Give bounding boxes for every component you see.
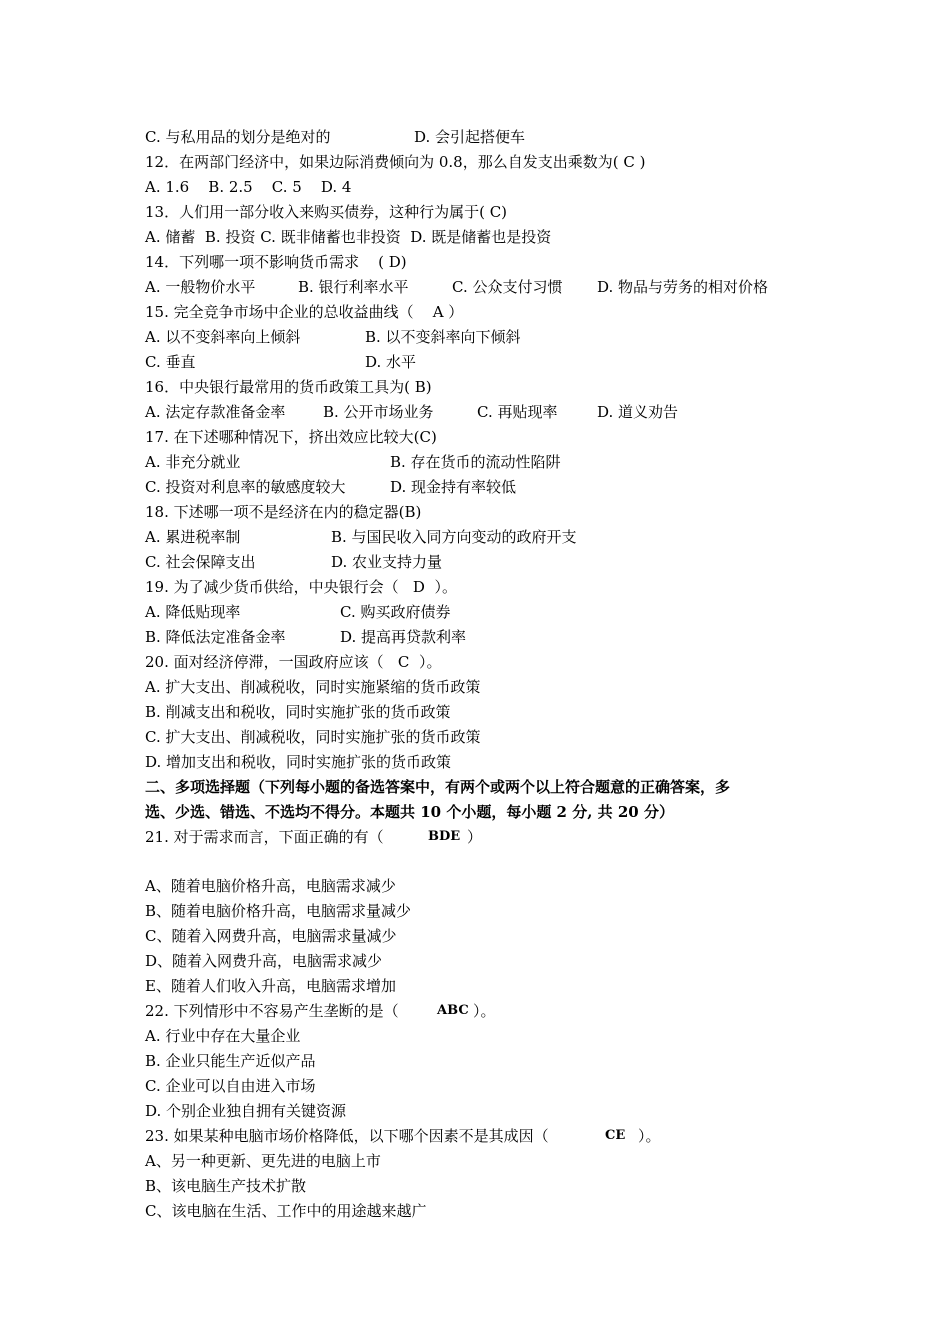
question-12: 12．在两部门经济中，如果边际消费倾向为 0.8，那么自发支出乘数为( C ) <box>145 153 646 171</box>
question-13: 13．人们用一部分收入来购买债券，这种行为属于( C) <box>145 203 508 221</box>
q18-options-ab <box>145 525 577 549</box>
option-b: B. 以不变斜率向下倾斜 <box>365 328 521 346</box>
question-19: 19. 为了减少货币供给，中央银行会（ D ）。 <box>145 578 457 596</box>
q21-option-d: D、随着入网费升高，电脑需求减少 <box>145 952 383 970</box>
q20-option-b: B. 削减支出和税收，同时实施扩张的货币政策 <box>145 703 451 721</box>
question-16: 16．中央银行最常用的货币政策工具为( B) <box>145 378 432 396</box>
answer: ABC <box>437 1003 469 1018</box>
question-text: 21. 对于需求而言，下面正确的有（ <box>145 828 384 846</box>
option-d: D. 提高再贷款利率 <box>340 628 467 646</box>
question-15: 15. 完全竞争市场中企业的总收益曲线（ A ） <box>145 303 464 321</box>
q18-options-cd <box>145 550 443 574</box>
q23-option-a: A、另一种更新、更先进的电脑上市 <box>145 1152 381 1170</box>
option-b: B. 降低法定准备金率 <box>145 628 286 646</box>
q22-option-b: B. 企业只能生产近似产品 <box>145 1052 316 1070</box>
option-d: D. 农业支持力量 <box>331 553 443 571</box>
question-21 <box>145 825 483 849</box>
section-2-heading-cont: 选、少选、错选、不选均不得分。本题共 10 个小题，每小题 2 分, 共 20 分） <box>145 803 674 821</box>
closing-paren: ） <box>467 828 483 846</box>
question-20: 20. 面对经济停滞，一国政府应该（ C ）。 <box>145 653 442 671</box>
q21-option-a: A、随着电脑价格升高，电脑需求减少 <box>145 877 396 895</box>
q19-options-bd <box>145 625 467 649</box>
q20-option-a: A. 扩大支出、削减税收，同时实施紧缩的货币政策 <box>145 678 481 696</box>
option-a: A. 法定存款准备金率 <box>145 403 286 421</box>
option-b: B. 存在货币的流动性陷阱 <box>390 453 561 471</box>
option-c: C. 与私用品的划分是绝对的 <box>145 128 331 146</box>
option-a: A. 降低贴现率 <box>145 603 241 621</box>
option-d: D. 水平 <box>365 353 417 371</box>
question-text: 22. 下列情形中不容易产生垄断的是（ <box>145 1002 399 1020</box>
section-2-heading: 二、多项选择题（下列每小题的备选答案中，有两个或两个以上符合题意的正确答案，多 <box>145 778 731 796</box>
option-b: B. 与国民收入同方向变动的政府开支 <box>331 528 577 546</box>
q17-options-cd <box>145 475 517 499</box>
option-d: D. 现金持有率较低 <box>390 478 517 496</box>
answer: BDE <box>428 829 461 844</box>
closing-paren: ）。 <box>473 1002 496 1020</box>
option-b: B. 银行利率水平 <box>298 278 409 296</box>
q22-option-c: C. 企业可以自由进入市场 <box>145 1077 316 1095</box>
option-a: A. 一般物价水平 <box>145 278 256 296</box>
q21-option-b: B、随着电脑价格升高，电脑需求量减少 <box>145 902 412 920</box>
option-c: C. 投资对利息率的敏感度较大 <box>145 478 346 496</box>
q12-options: A. 1.6 B. 2.5 C. 5 D. 4 <box>145 178 352 196</box>
question-17: 17. 在下述哪种情况下，挤出效应比较大(C) <box>145 428 437 446</box>
option-a: A. 非充分就业 <box>145 453 241 471</box>
closing-paren: ）。 <box>638 1127 661 1145</box>
q19-options-ac <box>145 600 451 624</box>
option-b: B. 公开市场业务 <box>323 403 434 421</box>
option-d: D. 会引起搭便车 <box>414 128 526 146</box>
q16-options <box>145 400 679 424</box>
q20-option-d: D. 增加支出和税收，同时实施扩张的货币政策 <box>145 753 452 771</box>
question-23 <box>145 1124 661 1148</box>
option-c: C. 再贴现率 <box>477 403 558 421</box>
q20-option-c: C. 扩大支出、削减税收，同时实施扩张的货币政策 <box>145 728 481 746</box>
question-14: 14．下列哪一项不影响货币需求 ( D) <box>145 253 407 271</box>
answer: CE <box>605 1128 626 1143</box>
option-c: C. 公众支付习惯 <box>452 278 563 296</box>
q15-options-ab <box>145 325 521 349</box>
q13-options: A. 储蓄 B. 投资 C. 既非储蓄也非投资 D. 既是储蓄也是投资 <box>145 228 552 246</box>
q21-option-c: C、随着入网费升高，电脑需求量减少 <box>145 927 397 945</box>
option-a: A. 累进税率制 <box>145 528 241 546</box>
q23-option-c: C、该电脑在生活、工作中的用途越来越广 <box>145 1202 427 1220</box>
q22-option-d: D. 个别企业独自拥有关键资源 <box>145 1102 347 1120</box>
option-d: D. 道义劝告 <box>597 403 679 421</box>
q21-option-e: E、随着人们收入升高，电脑需求增加 <box>145 977 396 995</box>
option-c: C. 垂直 <box>145 353 196 371</box>
option-a: A. 以不变斜率向上倾斜 <box>145 328 301 346</box>
option-d: D. 物品与劳务的相对价格 <box>597 278 769 296</box>
q14-options <box>145 275 769 299</box>
question-18: 18. 下述哪一项不是经济在内的稳定器(B) <box>145 503 422 521</box>
q22-option-a: A. 行业中存在大量企业 <box>145 1027 301 1045</box>
question-text: 23. 如果某种电脑市场价格降低，以下哪个因素不是其成因（ <box>145 1127 549 1145</box>
q17-options-ab <box>145 450 561 474</box>
q15-options-cd <box>145 350 417 374</box>
q11-options-cd <box>145 125 526 149</box>
q23-option-b: B、该电脑生产技术扩散 <box>145 1177 307 1195</box>
question-22 <box>145 999 496 1023</box>
option-c: C. 社会保障支出 <box>145 553 256 571</box>
option-c: C. 购买政府债券 <box>340 603 451 621</box>
